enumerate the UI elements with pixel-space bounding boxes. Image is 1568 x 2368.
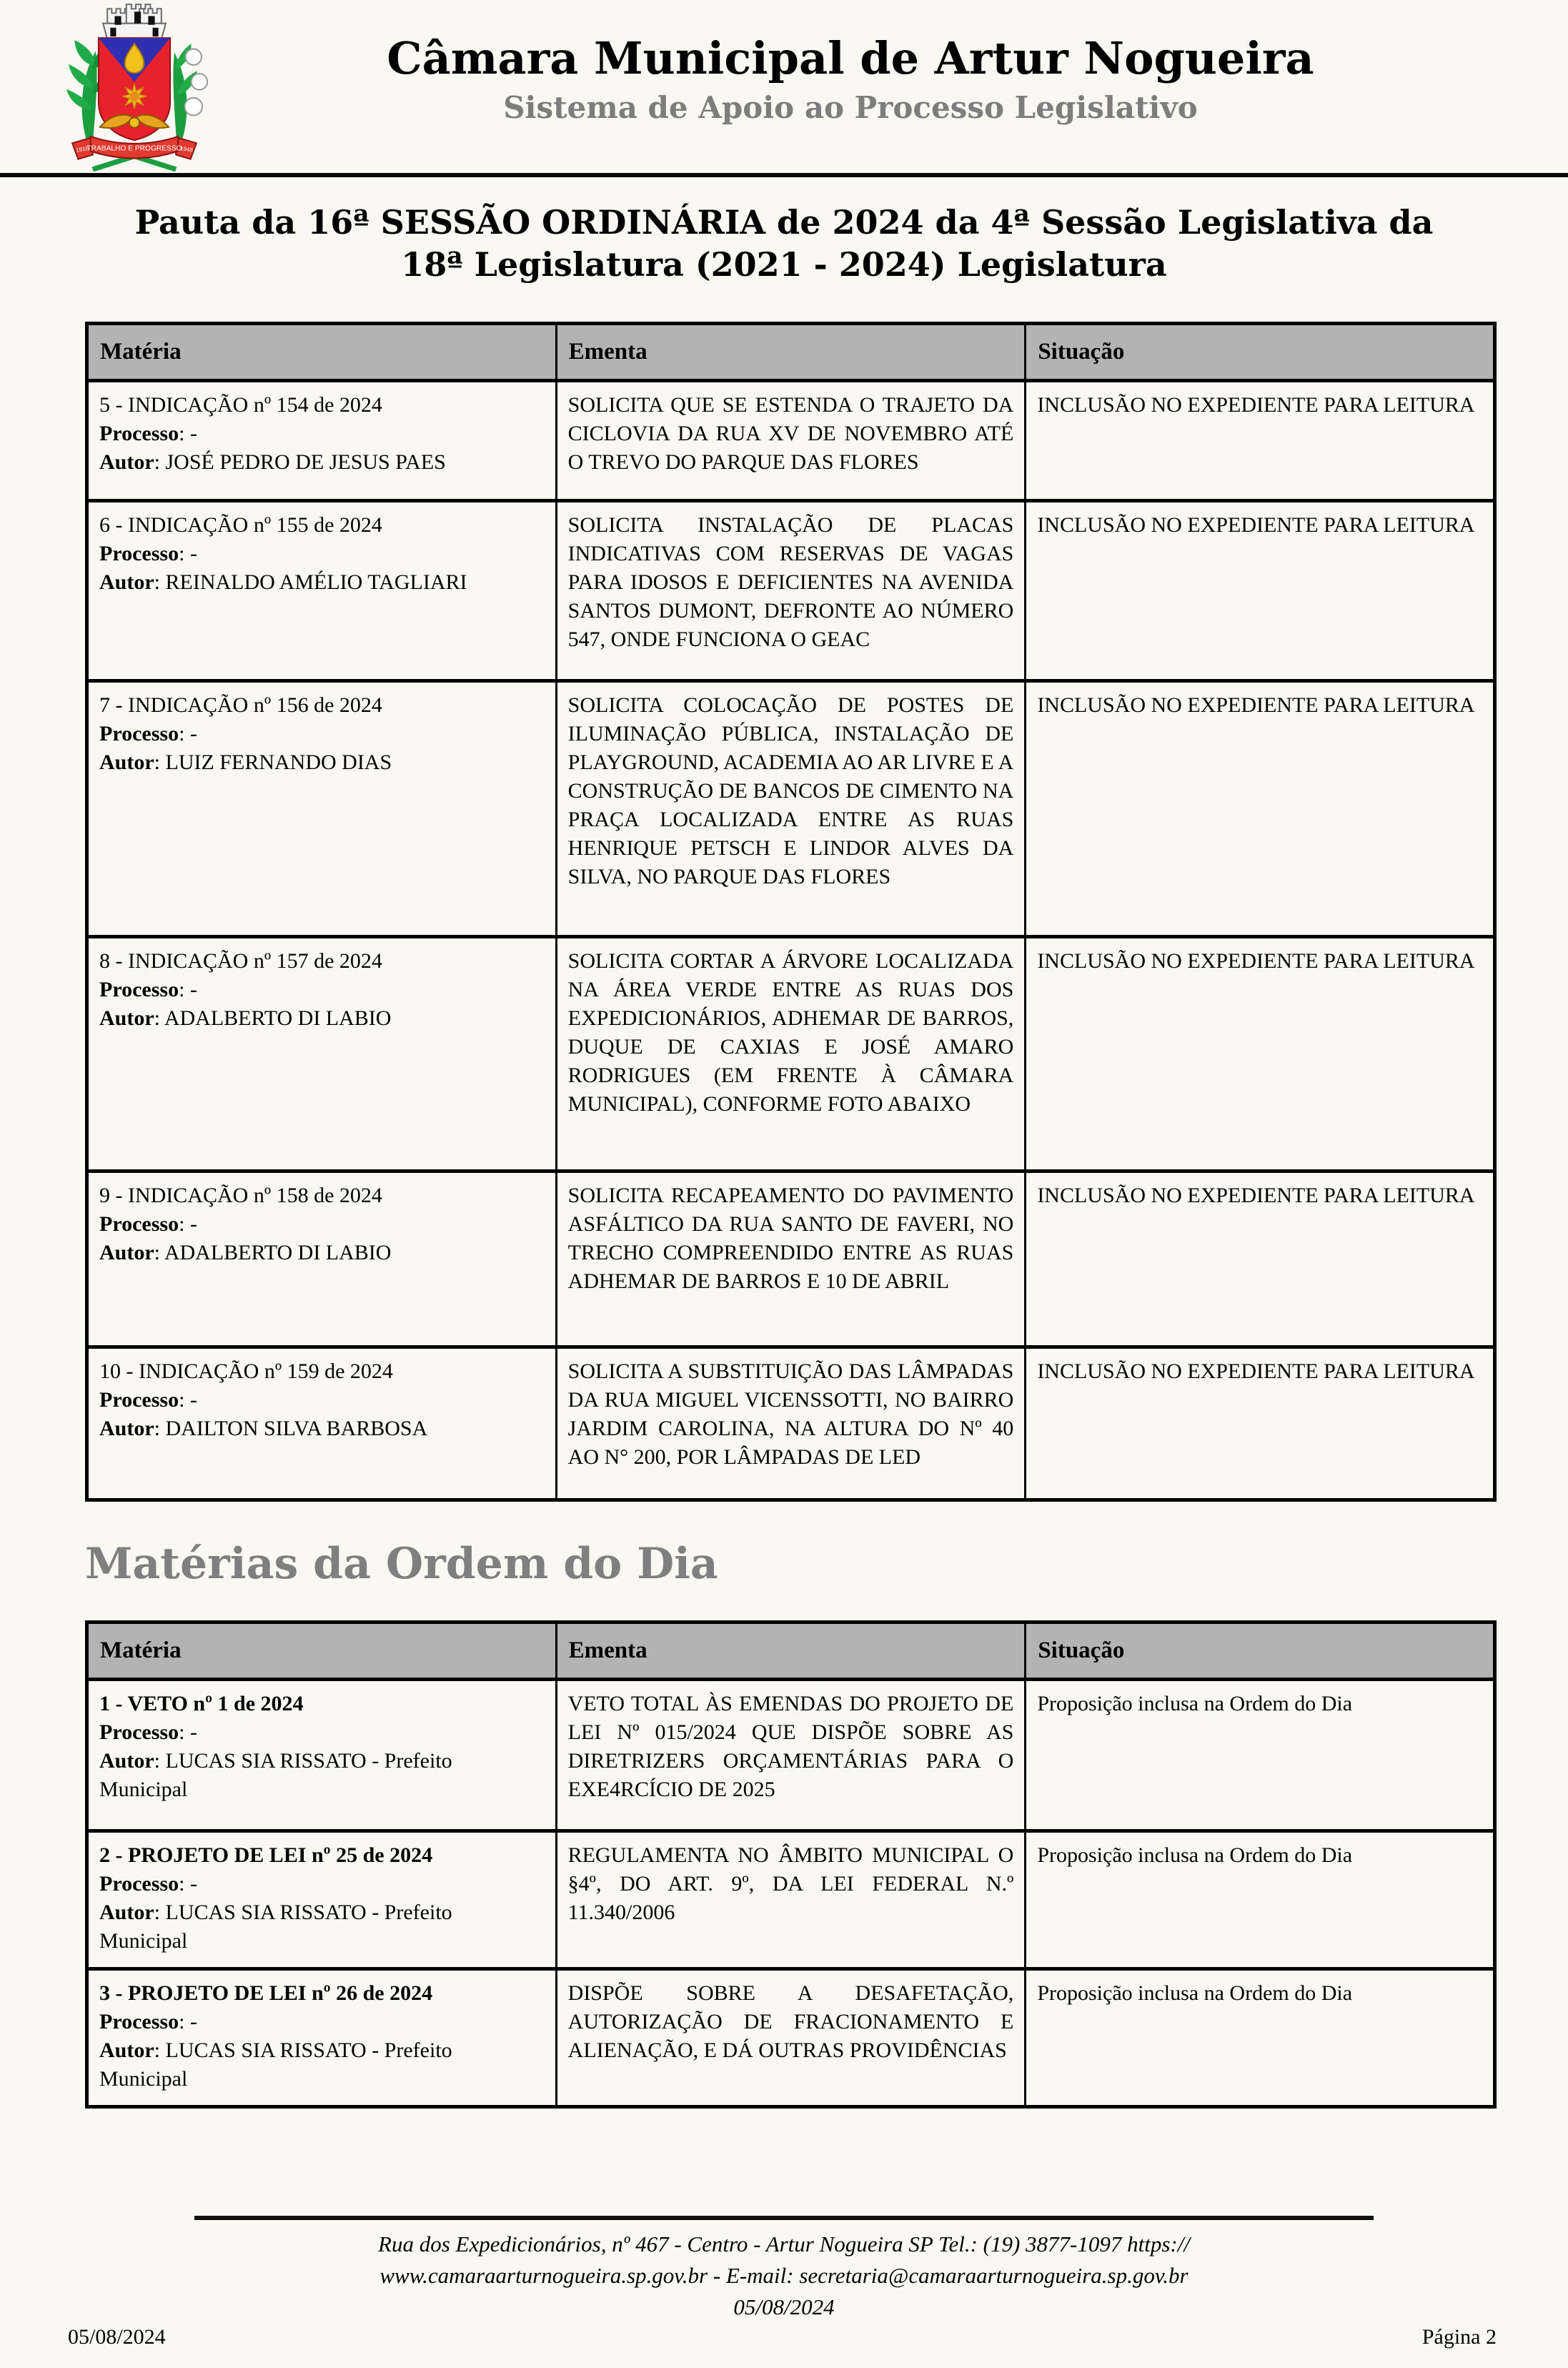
separator: : (179, 977, 190, 1001)
logo-year-left: 1916 (75, 144, 89, 154)
column-header-ementa: Ementa (556, 323, 1026, 380)
processo-label: Processo (99, 721, 179, 745)
processo-value: - (189, 977, 197, 1001)
autor-value: JOSÉ PEDRO DE JESUS PAES (165, 450, 446, 474)
autor-value: LUCAS SIA RISSATO - Prefeito Municipal (99, 1748, 452, 1801)
processo-value: - (189, 541, 197, 565)
header-titles (219, 0, 1568, 125)
autor-line (99, 568, 545, 597)
autor-line (99, 1239, 545, 1267)
footer-address-line2: www.camaraarturnogueira.sp.gov.br - E-mail: secretaria@camaraarturnogueira.sp.gov.br (379, 2262, 1189, 2288)
situacao-cell: Proposição inclusa na Ordem do Dia (1026, 1831, 1495, 1968)
ementa-cell: REGULAMENTA NO ÂMBITO MUNICIPAL O §4º, DO ART. 9º, DA LEI FEDERAL N.º 11.340/2006 (556, 1831, 1026, 1968)
separator: : (179, 2009, 190, 2033)
autor-line (99, 448, 545, 477)
ementa-cell: SOLICITA QUE SE ESTENDA O TRAJETO DA CICLOVIA DA RUA XV DE NOVEMBRO ATÉ O TREVO DO PARQUE DAS FLORES (556, 380, 1026, 500)
autor-label: Autor (99, 570, 154, 594)
coat-of-arms-icon (50, 0, 219, 172)
document-title: Pauta da 16ª SESSÃO ORDINÁRIA de 2024 da 4ª Sessão Legislativa da 18ª Legislatura (2021 - 2024) Legislatura (134, 203, 1434, 284)
page-number: Página 2 (1421, 2325, 1497, 2349)
situacao-cell: INCLUSÃO NO EXPEDIENTE PARA LEITURA (1026, 1171, 1495, 1347)
processo-value: - (189, 421, 197, 445)
materia-title: 9 - INDICAÇÃO nº 158 de 2024 (99, 1183, 382, 1207)
processo-line (99, 1870, 545, 1898)
municipal-coat-of-arms-logo (50, 0, 219, 172)
table-header-row (87, 1622, 1495, 1679)
ordem-do-dia-table (85, 1620, 1497, 2109)
column-header-situacao: Situação (1026, 1622, 1495, 1679)
materia-cell (87, 1968, 557, 2106)
column-header-ementa: Ementa (556, 1622, 1026, 1679)
bottom-bar (68, 2325, 1497, 2349)
table-row (87, 1347, 1495, 1500)
separator: : (154, 1006, 164, 1030)
logo-year-right: 1948 (179, 144, 194, 154)
autor-value: ADALBERTO DI LABIO (164, 1240, 392, 1264)
materia-title: 5 - INDICAÇÃO nº 154 de 2024 (99, 392, 382, 417)
autor-value: LUIZ FERNANDO DIAS (165, 750, 392, 774)
autor-label: Autor (99, 2038, 154, 2062)
ementa-cell: DISPÕE SOBRE A DESAFETAÇÃO, AUTORIZAÇÃO DE FRACIONAMENTO E ALIENAÇÃO, E DÁ OUTRAS PROVIDÊNCIAS (556, 1968, 1026, 2106)
table-row (87, 500, 1495, 680)
autor-line (99, 1415, 545, 1443)
ementa-cell: SOLICITA RECAPEAMENTO DO PAVIMENTO ASFÁLTICO DA RUA SANTO DE FAVERI, NO TRECHO COMPREENDIDO ENTRE AS RUAS ADHEMAR DE BARROS E 10 DE ABRIL (556, 1171, 1026, 1347)
processo-value: - (189, 1871, 197, 1896)
materia-cell (87, 936, 557, 1171)
autor-value: DAILTON SILVA BARBOSA (165, 1416, 428, 1440)
materia-title: 3 - PROJETO DE LEI nº 26 de 2024 (99, 1981, 433, 2005)
autor-label: Autor (99, 1240, 154, 1264)
processo-label: Processo (99, 1212, 179, 1236)
separator: : (154, 1416, 166, 1440)
materia-cell (87, 1347, 557, 1500)
table-row (87, 1171, 1495, 1347)
situacao-cell: INCLUSÃO NO EXPEDIENTE PARA LEITURA (1026, 936, 1495, 1171)
table-row (87, 380, 1495, 500)
materia-cell (87, 680, 557, 936)
separator: : (154, 1748, 166, 1773)
autor-label: Autor (99, 1900, 154, 1924)
processo-line (99, 1718, 545, 1747)
separator: : (179, 1387, 190, 1412)
ementa-cell: SOLICITA COLOCAÇÃO DE POSTES DE ILUMINAÇÃO PÚBLICA, INSTALAÇÃO DE PLAYGROUND, ACADEMIA AO AR LIVRE E A CONSTRUÇÃO DE BANCOS DE CIMENTO NA PRAÇA LOCALIZADA ENTRE AS RUAS HENRIQUE PETSCH E LINDOR ALVES DA SILVA, NO PARQUE DAS FLORES (556, 680, 1026, 936)
autor-value: LUCAS SIA RISSATO - Prefeito Municipal (99, 2038, 452, 2091)
materia-title: 7 - INDICAÇÃO nº 156 de 2024 (99, 693, 382, 717)
table-header-row (87, 323, 1495, 380)
situacao-cell: INCLUSÃO NO EXPEDIENTE PARA LEITURA (1026, 500, 1495, 680)
situacao-cell: Proposição inclusa na Ordem do Dia (1026, 1679, 1495, 1831)
separator: : (179, 421, 190, 445)
table-row (87, 936, 1495, 1171)
processo-label: Processo (99, 977, 179, 1001)
app-header (0, 0, 1568, 177)
processo-value: - (189, 1212, 197, 1236)
ementa-cell: SOLICITA A SUBSTITUIÇÃO DAS LÂMPADAS DA RUA MIGUEL VICENSSOTTI, NO BAIRRO JARDIM CAROLINA, NA ALTURA DO Nº 40 AO N° 200, POR LÂMPADAS DE LED (556, 1347, 1026, 1500)
autor-line (99, 1747, 545, 1804)
processo-line (99, 1386, 545, 1415)
table-row (87, 680, 1495, 936)
materia-title: 1 - VETO nº 1 de 2024 (99, 1691, 304, 1715)
autor-line (99, 748, 545, 777)
materia-title: 10 - INDICAÇÃO nº 159 de 2024 (99, 1359, 393, 1383)
autor-line (99, 1004, 545, 1033)
autor-label: Autor (99, 1006, 154, 1030)
page-footer (0, 2216, 1568, 2323)
autor-label: Autor (99, 450, 154, 474)
autor-label: Autor (99, 1416, 154, 1440)
processo-label: Processo (99, 2009, 179, 2033)
processo-line (99, 720, 545, 748)
separator: : (154, 750, 166, 774)
materia-cell (87, 1171, 557, 1347)
logo-motto: TRABALHO E PROGRESSO (86, 144, 182, 153)
processo-line (99, 1210, 545, 1239)
processo-line (99, 2008, 545, 2036)
footer-date-center: 05/08/2024 (733, 2294, 835, 2319)
ementa-cell: VETO TOTAL ÀS EMENDAS DO PROJETO DE LEI Nº 015/2024 QUE DISPÕE SOBRE AS DIRETRIZERS ORÇAMENTÁRIAS PARA O EXE4RCÍCIO DE 2025 (556, 1679, 1026, 1831)
separator: : (179, 721, 190, 745)
separator: : (154, 450, 166, 474)
situacao-cell: INCLUSÃO NO EXPEDIENTE PARA LEITURA (1026, 680, 1495, 936)
processo-line (99, 540, 545, 568)
situacao-cell: Proposição inclusa na Ordem do Dia (1026, 1968, 1495, 2106)
app-title: Câmara Municipal de Artur Nogueira (387, 32, 1314, 84)
bottom-date: 05/08/2024 (68, 2325, 166, 2349)
processo-value: - (189, 1387, 197, 1412)
processo-label: Processo (99, 1871, 179, 1896)
processo-label: Processo (99, 1720, 179, 1744)
separator: : (179, 1871, 190, 1896)
materia-cell (87, 1831, 557, 1968)
column-header-materia: Matéria (87, 323, 557, 380)
situacao-cell: INCLUSÃO NO EXPEDIENTE PARA LEITURA (1026, 1347, 1495, 1500)
separator: : (154, 2038, 166, 2062)
materia-title: 6 - INDICAÇÃO nº 155 de 2024 (99, 512, 382, 537)
materia-cell (87, 500, 557, 680)
autor-line (99, 1898, 545, 1956)
separator: : (179, 1212, 190, 1236)
materia-title: 8 - INDICAÇÃO nº 157 de 2024 (99, 948, 382, 973)
column-header-situacao: Situação (1026, 323, 1495, 380)
ementa-cell: SOLICITA INSTALAÇÃO DE PLACAS INDICATIVAS COM RESERVAS DE VAGAS PARA IDOSOS E DEFICIENTES NA AVENIDA SANTOS DUMONT, DEFRONTE AO NÚMERO 547, ONDE FUNCIONA O GEAC (556, 500, 1026, 680)
autor-line (99, 2036, 545, 2094)
footer-divider (194, 2216, 1374, 2220)
separator: : (154, 1240, 164, 1264)
autor-value: ADALBERTO DI LABIO (164, 1006, 392, 1030)
autor-value: REINALDO AMÉLIO TAGLIARI (165, 570, 467, 594)
ementa-cell: SOLICITA CORTAR A ÁRVORE LOCALIZADA NA ÁREA VERDE ENTRE AS RUAS DOS EXPEDICIONÁRIOS, ADHEMAR DE BARROS, DUQUE DE CAXIAS E JOSÉ AMARO RODRIGUES (EM FRENTE À CÂMARA MUNICIPAL), CONFORME FOTO ABAIXO (556, 936, 1026, 1171)
materia-cell (87, 380, 557, 500)
separator: : (179, 1720, 190, 1744)
ordem-do-dia-heading: Matérias da Ordem do Dia (85, 1538, 718, 1589)
materia-title: 2 - PROJETO DE LEI nº 25 de 2024 (99, 1843, 433, 1867)
processo-line (99, 420, 545, 448)
table-row (87, 1831, 1495, 1968)
expediente-table (85, 322, 1497, 1502)
processo-value: - (189, 2009, 197, 2033)
processo-label: Processo (99, 421, 179, 445)
processo-label: Processo (99, 1387, 179, 1412)
footer-address-line1: Rua dos Expedicionários, nº 467 - Centro - Artur Nogueira SP Tel.: (19) 3877-1097 https:// (378, 2231, 1190, 2256)
situacao-cell: INCLUSÃO NO EXPEDIENTE PARA LEITURA (1026, 380, 1495, 500)
separator: : (154, 570, 166, 594)
processo-line (99, 976, 545, 1004)
materia-cell (87, 1679, 557, 1831)
separator: : (154, 1900, 166, 1924)
autor-label: Autor (99, 750, 154, 774)
table-row (87, 1679, 1495, 1831)
processo-value: - (189, 721, 197, 745)
separator: : (179, 541, 190, 565)
processo-label: Processo (99, 541, 179, 565)
autor-label: Autor (99, 1748, 154, 1773)
column-header-materia: Matéria (87, 1622, 557, 1679)
autor-value: LUCAS SIA RISSATO - Prefeito Municipal (99, 1900, 452, 1953)
table-row (87, 1968, 1495, 2106)
processo-value: - (189, 1720, 197, 1744)
app-subtitle: Sistema de Apoio ao Processo Legislativo (503, 90, 1198, 126)
